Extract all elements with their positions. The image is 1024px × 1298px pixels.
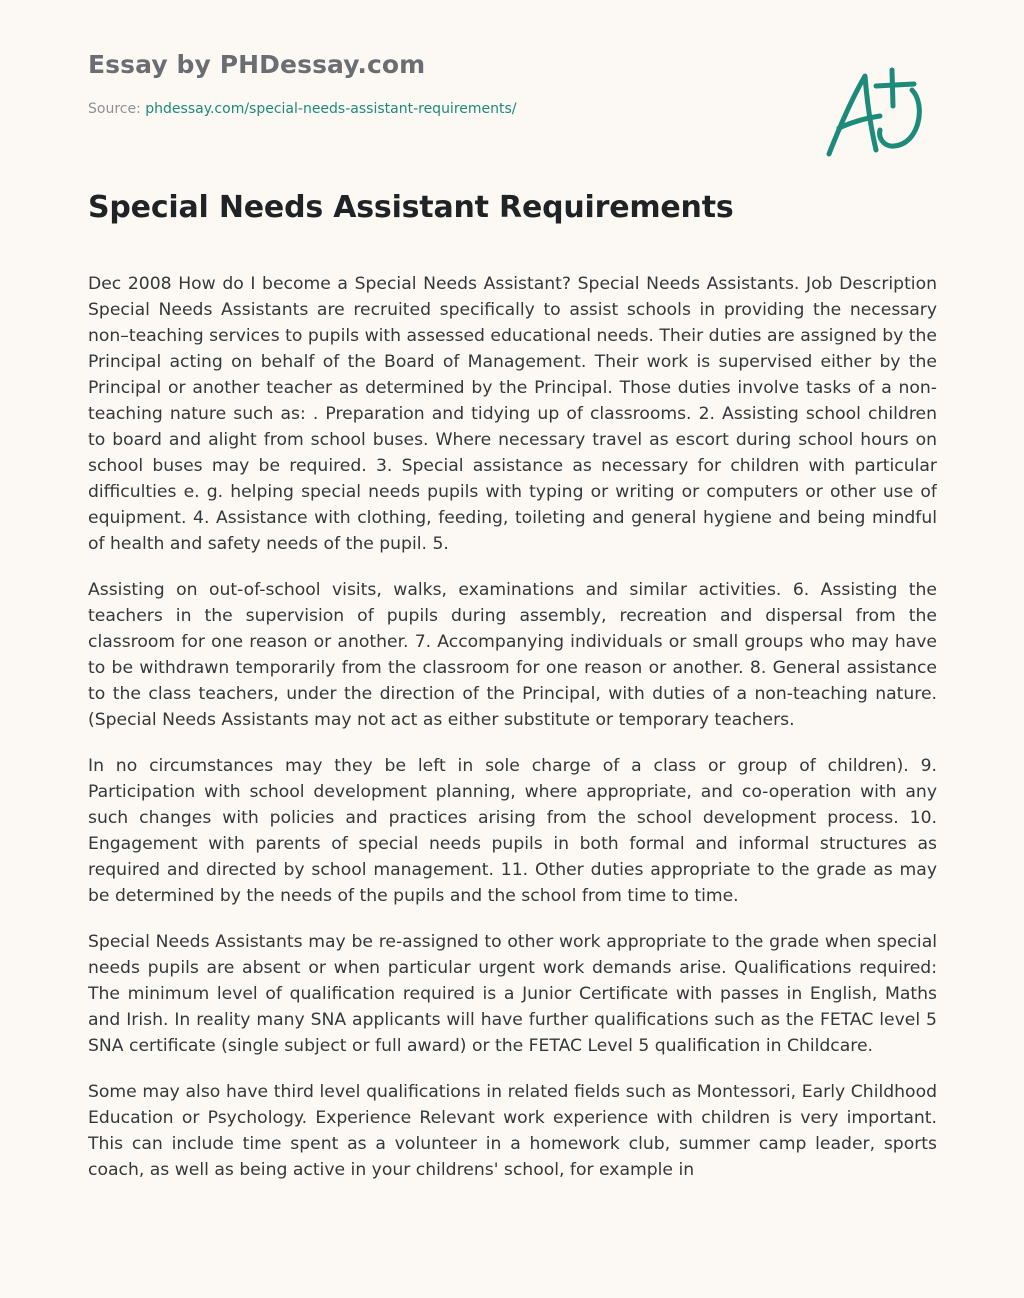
source-link[interactable]: phdessay.com/special-needs-assistant-requirements/: [145, 101, 517, 117]
site-title: Essay by PHDessay.com: [88, 50, 426, 79]
essay-paragraph: Special Needs Assistants may be re-assigned to other work appropriate to the grade when special needs pupils are absent or when particular urgent work demands arise. Qualifications required: The minimum level of qualification required is a Junior Certificate with passes in English, Maths and Irish. In reality many SNA applicants will have further qualifications such as the FETAC level 5 SNA certificate (single subject or full award) or the FETAC Level 5 qualification in Childcare.: [88, 932, 937, 1056]
document-title: Special Needs Assistant Requirements: [88, 190, 734, 225]
source-line: [88, 101, 517, 117]
essay-paragraph: Some may also have third level qualifications in related fields such as Montessori, Early Childhood Education or Psychology. Experience Relevant work experience with children is very important. This can include time spent as a volunteer in a homework club, summer camp leader, sports coach, as well as being active in your childrens' school, for example in: [88, 1082, 937, 1180]
essay-body: [88, 271, 937, 1298]
essay-paragraph: In no circumstances may they be left in sole charge of a class or group of children). 9. Participation with school development planning, where appropriate, and co-operation with any such changes with policies and practices arising from the school development process. 10. Engagement with parents of special needs pupils in both formal and informal structures as required and directed by school management. 11. Other duties appropriate to the grade as may be determined by the needs of the pupils and the school from time to time.: [88, 756, 937, 906]
source-label: Source:: [88, 101, 146, 117]
a-plus-logo-icon: [822, 64, 932, 162]
essay-paragraph: Dec 2008 How do I become a Special Needs Assistant? Special Needs Assistants. Job Description Special Needs Assistants are recruited specifically to assist schools in providing the necessary non–teaching services to pupils with assessed educational needs. Their duties are assigned by the Principal acting on behalf of the Board of Management. Their work is supervised either by the Principal or another teacher as determined by the Principal. Those duties involve tasks of a non-teaching nature such as: . Preparation and tidying up of classrooms. 2. Assisting school children to board and alight from school buses. Where necessary travel as escort during school hours on school buses may be required. 3. Special assistance as necessary for children with particular difficulties e. g. helping special needs pupils with typing or writing or computers or other use of equipment. 4. Assistance with clothing, feeding, toileting and general hygiene and being mindful of health and safety needs of the pupil. 5.: [88, 274, 937, 554]
essay-paragraph: Assisting on out-of-school visits, walks, examinations and similar activities. 6. Assisting the teachers in the supervision of pupils during assembly, recreation and dispersal from the classroom for one reason or another. 7. Accompanying individuals or small groups who may have to be withdrawn temporarily from the classroom for one reason or another. 8. General assistance to the class teachers, under the direction of the Principal, with duties of a non-teaching nature. (Special Needs Assistants may not act as either substitute or temporary teachers.: [88, 580, 937, 730]
